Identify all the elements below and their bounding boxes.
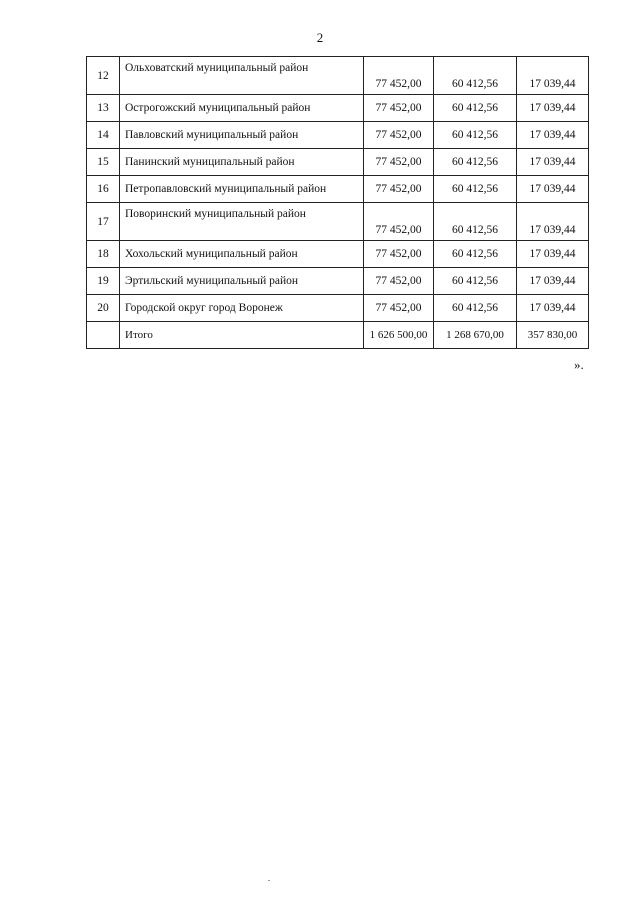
regional-amount-cell: 60 412,56 [434, 176, 517, 203]
table-body [87, 57, 589, 349]
table-row [87, 295, 589, 322]
grand-local-amount-cell: 357 830,00 [517, 322, 589, 349]
table-row [87, 122, 589, 149]
table-row [87, 95, 589, 122]
table-row [87, 149, 589, 176]
total-amount-cell: 77 452,00 [364, 268, 434, 295]
row-number-cell: 19 [87, 268, 120, 295]
regional-amount-cell: 60 412,56 [434, 122, 517, 149]
total-amount-cell: 77 452,00 [364, 122, 434, 149]
district-name-cell: Петропавловский муниципальный район [120, 176, 364, 203]
row-number-cell: 15 [87, 149, 120, 176]
district-name-cell: Острогожский муниципальный район [120, 95, 364, 122]
total-amount-cell: 77 452,00 [364, 95, 434, 122]
closing-quote-mark: ». [574, 357, 584, 372]
local-amount-cell: 17 039,44 [517, 176, 589, 203]
district-name-cell: Поворинский муниципальный район [120, 203, 364, 241]
table-row [87, 203, 589, 241]
row-number-cell: 13 [87, 95, 120, 122]
total-amount-cell: 77 452,00 [364, 176, 434, 203]
total-row-number-cell [87, 322, 120, 349]
total-amount-cell: 77 452,00 [364, 295, 434, 322]
regional-amount-cell: 60 412,56 [434, 295, 517, 322]
regional-amount-cell: 60 412,56 [434, 203, 517, 241]
district-name-cell: Ольховатский муниципальный район [120, 57, 364, 95]
regional-amount-cell: 60 412,56 [434, 95, 517, 122]
regional-amount-cell: 60 412,56 [434, 57, 517, 95]
row-number-cell: 14 [87, 122, 120, 149]
allocation-table [86, 56, 589, 349]
local-amount-cell: 17 039,44 [517, 95, 589, 122]
regional-amount-cell: 60 412,56 [434, 268, 517, 295]
local-amount-cell: 17 039,44 [517, 295, 589, 322]
total-row [87, 322, 589, 349]
row-number-cell: 12 [87, 57, 120, 95]
local-amount-cell: 17 039,44 [517, 203, 589, 241]
regional-amount-cell: 60 412,56 [434, 149, 517, 176]
table-row [87, 176, 589, 203]
grand-regional-amount-cell: 1 268 670,00 [434, 322, 517, 349]
district-name-cell: Панинский муниципальный район [120, 149, 364, 176]
district-name-cell: Павловский муниципальный район [120, 122, 364, 149]
row-number-cell: 20 [87, 295, 120, 322]
district-name-cell: Хохольский муниципальный район [120, 241, 364, 268]
total-amount-cell: 77 452,00 [364, 241, 434, 268]
local-amount-cell: 17 039,44 [517, 149, 589, 176]
scan-artifact-dot [268, 880, 270, 881]
local-amount-cell: 17 039,44 [517, 122, 589, 149]
table-row [87, 268, 589, 295]
total-amount-cell: 77 452,00 [364, 57, 434, 95]
district-name-cell: Городской округ город Воронеж [120, 295, 364, 322]
total-label-cell: Итого [120, 322, 364, 349]
row-number-cell: 18 [87, 241, 120, 268]
regional-amount-cell: 60 412,56 [434, 241, 517, 268]
district-name-cell: Эртильский муниципальный район [120, 268, 364, 295]
row-number-cell: 16 [87, 176, 120, 203]
grand-total-amount-cell: 1 626 500,00 [364, 322, 434, 349]
page-number: 2 [316, 30, 324, 45]
local-amount-cell: 17 039,44 [517, 268, 589, 295]
table-row [87, 57, 589, 95]
table-row [87, 241, 589, 268]
local-amount-cell: 17 039,44 [517, 241, 589, 268]
total-amount-cell: 77 452,00 [364, 149, 434, 176]
total-amount-cell: 77 452,00 [364, 203, 434, 241]
row-number-cell: 17 [87, 203, 120, 241]
local-amount-cell: 17 039,44 [517, 57, 589, 95]
